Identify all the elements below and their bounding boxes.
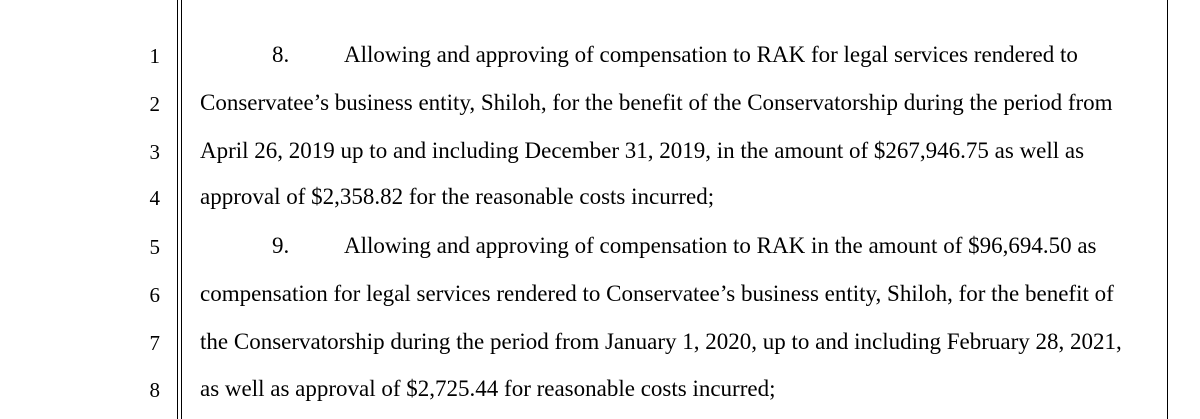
paragraph-number: 8. [272, 42, 290, 67]
paragraph-line: as well as approval of $2,725.44 for reasonable costs incurred; [200, 376, 776, 401]
paragraph-line: approval of $2,358.82 for the reasonable costs incurred; [200, 184, 715, 209]
paragraph-number: 9. [272, 233, 290, 258]
line-number-2: 2 [149, 92, 160, 116]
left-margin-rule-outer [177, 0, 178, 419]
paragraph-first-line: Allowing and approving of compensation to RAK in the amount of $96,694.50 as [344, 233, 1097, 258]
paragraph-line: April 26, 2019 up to and including December 31, 2019, in the amount of $267,946.75 as well as [200, 138, 1085, 163]
line-number-6: 6 [149, 283, 160, 307]
line-number-4: 4 [149, 186, 160, 210]
paragraph-line: compensation for legal services rendered to Conservatee’s business entity, Shiloh, for the benefit of [200, 281, 1114, 306]
paragraph-line: Conservatee’s business entity, Shiloh, for the benefit of the Conservatorship during the period from [200, 90, 1113, 115]
line-number-7: 7 [149, 331, 160, 355]
line-number-8: 8 [149, 378, 160, 402]
left-margin-rule-inner [181, 0, 182, 419]
line-number-5: 5 [149, 235, 160, 259]
right-margin-rule [1167, 0, 1168, 419]
line-number-3: 3 [149, 140, 160, 164]
line-number-1: 1 [149, 44, 160, 68]
paragraph-line: the Conservatorship during the period from January 1, 2020, up to and including February 28, 2021, [200, 329, 1122, 354]
paragraph-first-line: Allowing and approving of compensation to RAK for legal services rendered to [344, 42, 1078, 67]
